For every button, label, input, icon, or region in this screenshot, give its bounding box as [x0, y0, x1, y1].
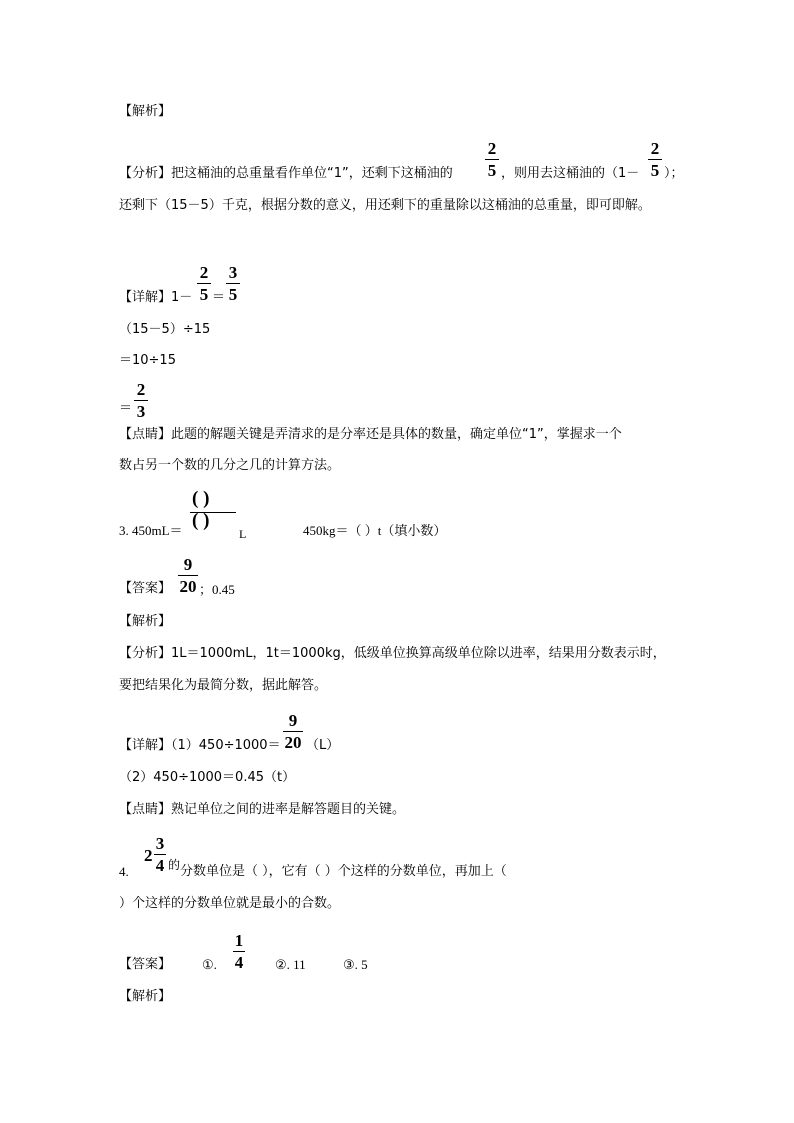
- q3-xiangjie-line1: [119, 738, 281, 754]
- fraction-numerator: 3: [155, 834, 165, 853]
- q3-unit: L: [239, 527, 247, 541]
- q2-fenxi-text-b: ，则用去这桶油的（1－: [501, 166, 640, 181]
- fraction-denominator: 5: [199, 285, 209, 304]
- q4-mixed-fraction: [154, 835, 166, 874]
- q3-fenxi-line2: 要把结果化为最简分数，据此解答。: [119, 678, 328, 693]
- q3-answer-rest: ；0.45: [199, 582, 235, 597]
- q3-fenxi-line1: [119, 646, 666, 662]
- q3-xiangjie-text-a: （1）450÷1000＝: [171, 738, 281, 753]
- q2-xiangjie-text-a: 1－: [171, 290, 193, 305]
- q2-dianjing-text: 此题的解题关键是弄清求的是分率还是具体的数量，确定单位“1”，掌握求一个: [171, 427, 622, 442]
- q4-answer-item1: ①.: [202, 957, 217, 972]
- q2-xiangjie-step1: （15－5）÷15: [119, 322, 211, 337]
- q3-answer-label: 【答案】: [119, 581, 172, 596]
- fraction-numerator: 2: [650, 139, 660, 158]
- q4-answer-label: 【答案】: [119, 957, 172, 972]
- q3-fenxi-label: 【分析】: [119, 646, 172, 661]
- fraction-numerator: 2: [199, 263, 209, 282]
- q2-fenxi-fraction: [485, 140, 499, 179]
- fraction-denominator: 20: [284, 733, 302, 752]
- q2-jiexi-label: 【解析】: [119, 104, 172, 119]
- fraction-denominator: 3: [136, 402, 146, 421]
- fraction-numerator: 9: [183, 555, 193, 574]
- fraction-denominator: 5: [487, 161, 497, 180]
- q3-text-a: 450mL＝: [132, 523, 183, 538]
- fraction-denominator: 4: [155, 856, 165, 875]
- fraction-numerator: 1: [234, 931, 244, 950]
- q4-de: 的: [168, 858, 181, 872]
- q3-fenxi-text: 1L＝1000mL，1t＝1000kg，低级单位换算高级单位除以进率，结果用分数表示时，: [171, 646, 666, 661]
- fraction-denominator: 5: [650, 161, 660, 180]
- q2-fenxi-fraction-2: [648, 140, 662, 179]
- q2-fenxi-text-a: 把这桶油的总重量看作单位“1”，还剩下这桶油的: [171, 166, 453, 181]
- q2-fenxi-line1: [119, 166, 453, 182]
- q3-answer-fraction: [178, 556, 198, 595]
- q4-jiexi-label: 【解析】: [119, 989, 172, 1004]
- fraction-denominator: 4: [234, 953, 244, 972]
- q2-dianjing-line2: 数占另一个数的几分之几的计算方法。: [119, 458, 341, 473]
- q4-answer-fraction: [233, 932, 245, 971]
- q3-xiangjie-label: 【详解】: [119, 738, 172, 753]
- q4-number: 4.: [119, 864, 129, 879]
- q2-dianjing-line1: [119, 427, 622, 443]
- q2-dianjing-label: 【点睛】: [119, 427, 172, 442]
- q2-xiangjie-step3-fraction: [134, 381, 148, 420]
- q4-answer-item2: ②. 11: [275, 957, 306, 972]
- q3-blank-denominator: ( ): [192, 510, 210, 531]
- q3-jiexi-label: 【解析】: [119, 614, 172, 629]
- q2-xiangjie-line1: [119, 290, 192, 306]
- fraction-numerator: 2: [487, 139, 497, 158]
- q2-fenxi-label: 【分析】: [119, 166, 172, 181]
- q2-xiangjie-label: 【详解】: [119, 290, 172, 305]
- q3-blank-numerator: ( ): [192, 488, 210, 509]
- q3-xiangjie-fraction: [283, 712, 303, 751]
- fraction-denominator: 20: [179, 577, 197, 596]
- q4-line2: ）个这样的分数单位就是最小的合数。: [119, 896, 341, 911]
- q3-question-a: [119, 523, 183, 539]
- fraction-numerator: 2: [136, 380, 146, 399]
- q2-xiangjie-fraction-2: [226, 264, 240, 303]
- q4-answer-item3: ③. 5: [343, 957, 368, 972]
- q3-dianjing-label: 【点睛】: [119, 802, 172, 817]
- q3-xiangjie-line2: （2）450÷1000＝0.45（t）: [119, 770, 296, 785]
- q3-dianjing-text: 熟记单位之间的进率是解答题目的关键。: [171, 802, 406, 817]
- q2-fenxi-text-c: ）；: [664, 166, 684, 181]
- q2-xiangjie-fraction: [197, 264, 211, 303]
- q3-number: 3.: [119, 523, 129, 538]
- fraction-numerator: 9: [288, 711, 298, 730]
- q2-xiangjie-step3-eq: ＝: [119, 401, 133, 416]
- q4-text-a: 分数单位是（ ），它有（ ）个这样的分数单位，再加上（: [180, 864, 507, 879]
- q3-dianjing-line: [119, 802, 405, 818]
- q2-fenxi-line2: 还剩下（15－5）千克，根据分数的意义，用还剩下的重量除以这桶油的总重量，即可即解。: [119, 198, 651, 213]
- q3-text-b: 450kg＝（ ）t（填小数）: [303, 523, 447, 538]
- q2-xiangjie-eq: ＝: [212, 290, 226, 305]
- fraction-denominator: 5: [228, 285, 238, 304]
- q4-mixed-whole: 2: [144, 846, 153, 865]
- q2-xiangjie-step2: ＝10÷15: [119, 353, 176, 368]
- fraction-numerator: 3: [228, 263, 238, 282]
- q3-xiangjie-text-b: （L）: [306, 738, 340, 753]
